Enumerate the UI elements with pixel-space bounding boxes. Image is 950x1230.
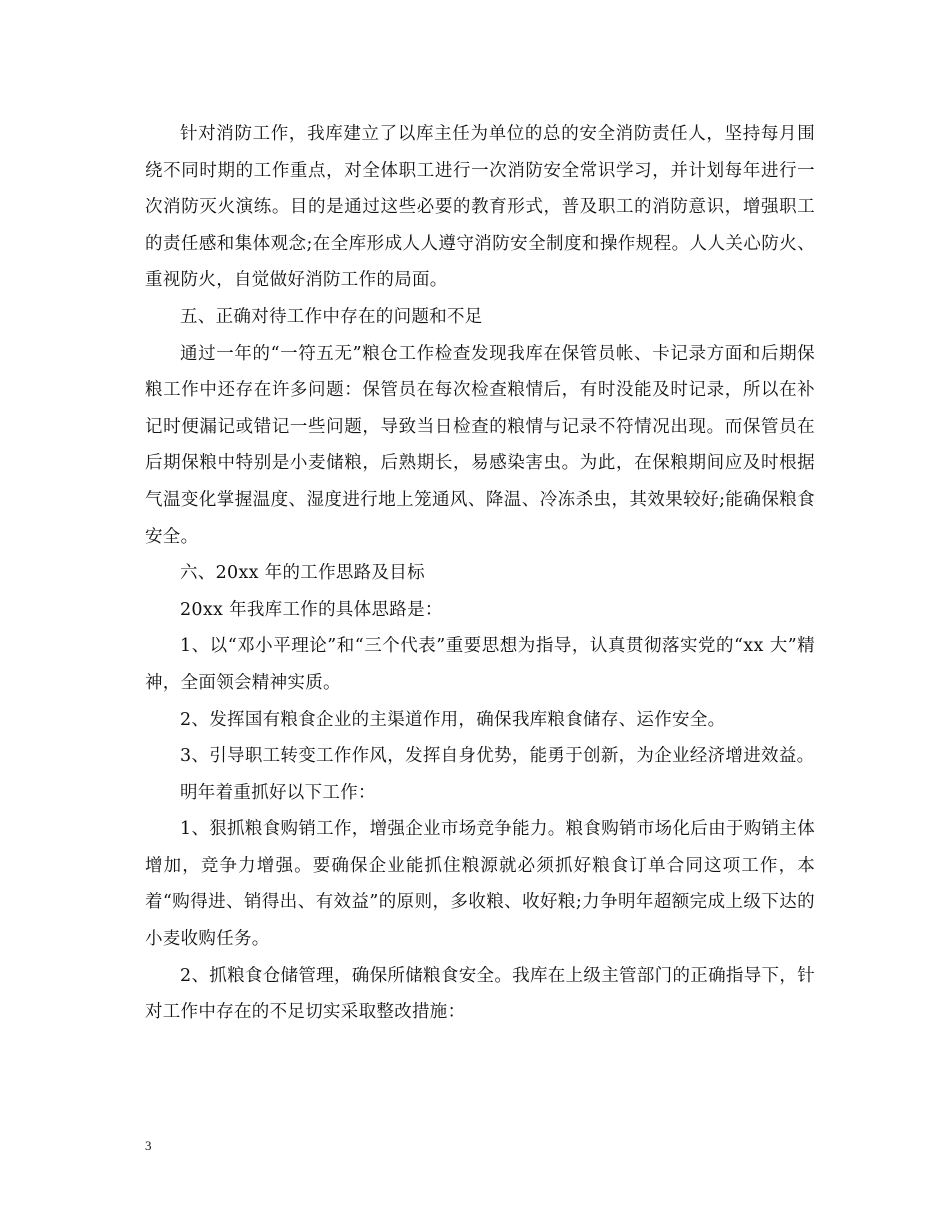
paragraph-inspection-issues: 通过一年的“一符五无”粮仓工作检查发现我库在保管员帐、卡记录方面和后期保粮工作中还存在许多问题：保管员在每次检查粮情后，有时没能及时记录，所以在补记时便漏记或错记一些问题，导致当日检查的粮情与记录不符情况出现。而保管员在后期保粮中特别是小麦储粮，后熟期长，易感染害虫。为此，在保粮期间应及时根据气温变化掌握温度、湿度进行地上笼通风、降温、冷冻杀虫，其效果较好;能确保粮食安全。 [145,343,815,547]
heading-problems: 五、正确对待工作中存在的问题和不足 [180,306,483,327]
heading-plan-goals: 六、20xx 年的工作思路及目标 [180,563,425,584]
page-number: 3 [145,1138,152,1153]
paragraph-fire-safety: 针对消防工作，我库建立了以库主任为单位的总的安全消防责任人，坚持每月围绕不同时期的工作重点，对全体职工进行一次消防安全常识学习，并计划每年进行一次消防灭火演练。目的是通过这些必要的教育形式，普及职工的消防意识，增强职工的责任感和集体观念;在全库形成人人遵守消防安全制度和操作规程。人人关心防火、重视防火，自觉做好消防工作的局面。 [145,124,815,291]
paragraph-plan-intro: 20xx 年我库工作的具体思路是： [180,599,443,620]
list-item-storage-management: 2、抓粮食仓储管理，确保所储粮食安全。我库在上级主管部门的正确指导下，针对工作中存在的不足切实采取整改措施： [145,965,815,1023]
document-body [145,116,815,1031]
list-item-purchase-sales: 1、狠抓粮食购销工作，增强企业市场竞争能力。粮食购销市场化后由于购销主体增加，竞争力增强。要确保企业能抓住粮源就必须抓好粮食订单合同这项工作，本着“购得进、销得出、有效益”的原则，多收粮、收好粮;力争明年超额完成上级下达的小麦收购任务。 [145,819,815,950]
list-item-guidance: 1、以“邓小平理论”和“三个代表”重要思想为指导，认真贯彻落实党的“xx 大”精神，全面领会精神实质。 [145,636,815,693]
list-item-work-style: 3、引导职工转变工作作风，发挥自身优势，能勇于创新，为企业经济增进效益。 [180,746,815,767]
list-item-main-channel: 2、发挥国有粮食企业的主渠道作用，确保我库粮食储存、运作安全。 [180,709,726,730]
paragraph-next-year-intro: 明年着重抓好以下工作： [180,782,376,803]
